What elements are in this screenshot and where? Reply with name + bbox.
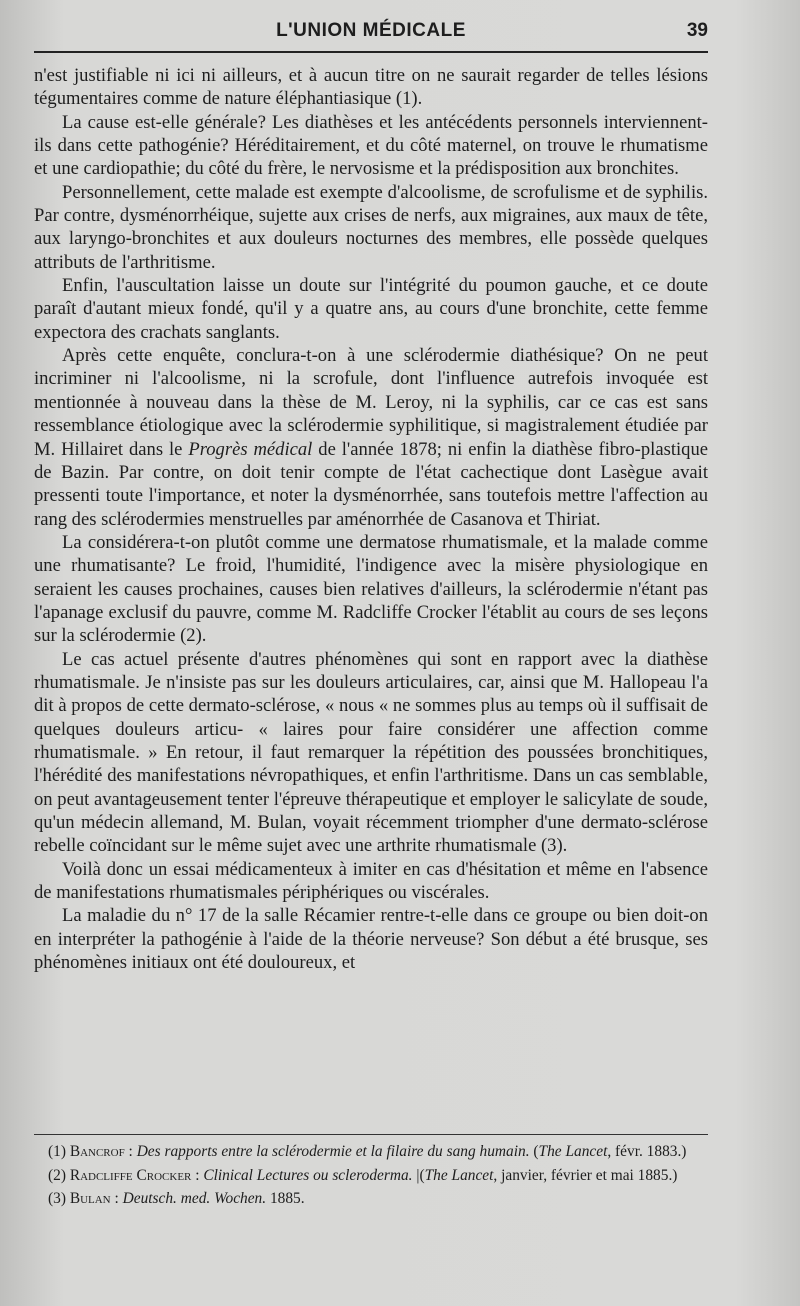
footnote-separator: |( — [412, 1166, 425, 1184]
footnote-journal: The Lancet — [424, 1166, 494, 1184]
paragraph: La cause est-elle générale? Les diathèses et les antécédents personnels interviennent-ils dans cette pathogénie? Héréditairement, et du côté maternel, on trouve le rhumatisme et une cardiopathie; du côté du frère, le nervosisme et la prédisposition aux bronchites. — [34, 111, 708, 180]
journal-citation: Progrès médical — [188, 438, 313, 460]
footnote-date: , févr. 1883.) — [607, 1143, 687, 1160]
footnotes — [48, 1142, 724, 1213]
paragraph: La considérera-t-on plutôt comme une dermatose rhumatismale, et la malade comme une rhumatisante? Le froid, l'humidité, l'indigence avec la misère physiologique en seraient les causes prochaines, causes bien relatives d'ailleurs, la sclérodermie n'étant pas l'apanage exclusif du pauvre, comme M. Radcliffe Crocker l'établit au cours de ses leçons sur la sclérodermie (2). — [34, 531, 708, 647]
paragraph-with-citation — [34, 344, 708, 531]
journal-title: L'UNION MÉDICALE — [276, 20, 466, 41]
paragraph: La maladie du n° 17 de la salle Récamier rentre-t-elle dans ce groupe ou bien doit-on en interpréter la pathogénie à l'aide de la théorie nerveuse? Son début a été brusque, ses phénomènes initiaux ont été douloureux, et — [34, 905, 708, 974]
paragraph-text: de l'année 1878; ni enfin la diathèse fibro-plastique de Bazin. Par contre, on doit tenir compte de l'état cachectique dont Lasègue avait pressenti toute l'importance, et noter la dysménorrhée, sans toutefois mettre l'affection au rang des sclérodermies menstruelles par aménorrhée de Casanova et Thiriat. — [34, 438, 709, 530]
footnote-author: Radcliffe Crocker — [69, 1166, 192, 1184]
paragraph: Voilà donc un essai médicamenteux à imiter en cas d'hésitation et même en l'absence de manifestations rhumatismales périphériques ou viscérales. — [34, 858, 708, 904]
footnote — [48, 1166, 724, 1187]
footnote-author: Bancrof — [69, 1143, 125, 1160]
footnote-marker: (2) — [48, 1166, 66, 1184]
paragraph-continued: n'est justifiable ni ici ni ailleurs, et à aucun titre on ne saurait regarder de telles lésions tégumentaires comme de nature éléphantiasique (1). — [34, 65, 708, 110]
footnote-author: Bulan — [69, 1190, 111, 1207]
footnote-separator: : — [110, 1190, 123, 1207]
footnote-separator: : — [124, 1143, 137, 1160]
footnote-title: Clinical Lectures ou scleroderma. — [203, 1166, 413, 1184]
header-rule — [34, 51, 708, 53]
footnote-separator: : — [191, 1166, 204, 1184]
article-body — [34, 64, 708, 974]
footnote — [48, 1189, 724, 1210]
paragraph: Enfin, l'auscultation laisse un doute sur l'intégrité du poumon gauche, et ce doute paraît d'autant mieux fondé, qu'il y a quatre ans, au cours d'une bronchite, cette femme expectora des crachats sanglants. — [34, 275, 708, 343]
footnote-journal: The Lancet — [538, 1143, 608, 1160]
footnote-marker: (3) — [48, 1190, 66, 1207]
paragraph: Personnellement, cette malade est exempte d'alcoolisme, de scrofulisme et de syphilis. Par contre, dysménorrhéique, sujette aux crises de nerfs, aux migraines, aux maux de tête, aux laryngo-bronchites et aux douleurs nocturnes des membres, elle possède quelques attributs de l'arthritisme. — [34, 181, 708, 273]
footnote-date: 1885. — [266, 1190, 305, 1207]
footnote-rule — [34, 1134, 708, 1135]
running-header — [34, 18, 708, 52]
footnote — [48, 1142, 724, 1163]
paragraph-text: Après cette enquête, conclura-t-on à une sclérodermie diathésique? On ne peut incriminer ni l'alcoolisme, ni la scrofule, dont l'influence autrefois invoquée est mentionnée à nouveau dans la thèse de M. Leroy, ni la syphilis, car ce cas est sans ressemblance étiologique avec la sclérodermie syphilitique, si magistralement étudiée par M. Hillairet dans le — [34, 345, 708, 460]
page-number: 39 — [686, 20, 708, 41]
footnote-title: Deutsch. med. Wochen. — [122, 1190, 267, 1207]
paragraph: Le cas actuel présente d'autres phénomènes qui sont en rapport avec la diathèse rhumatismale. Je n'insiste pas sur les douleurs articulaires, car, ainsi que M. Hallopeau l'a dit à propos de cette dermato-sclérose, « nous « ne sommes plus au temps où il suffisait de quelques douleurs articu- « laires pour faire considérer une affection comme rhumatismale. » En retour, il faut remarquer la répétition des poussées bronchitiques, l'hérédité des manifestations névropathiques, et enfin l'arthritisme. Dans un cas semblable, on peut avantageusement tenter l'épreuve thérapeutique et employer le salicylate de soude, qu'un médecin allemand, M. Bulan, voyait récemment triompher d'une dermato-sclérose rebelle coïncidant sur le même sujet avec une arthrite rhumatismale (3). — [34, 648, 708, 857]
footnote-date: , janvier, février et mai 1885.) — [493, 1166, 678, 1184]
footnote-marker: (1) — [48, 1143, 66, 1160]
footnote-separator: ( — [529, 1143, 539, 1160]
footnote-title: Des rapports entre la sclérodermie et la filaire du sang humain. — [136, 1143, 530, 1160]
